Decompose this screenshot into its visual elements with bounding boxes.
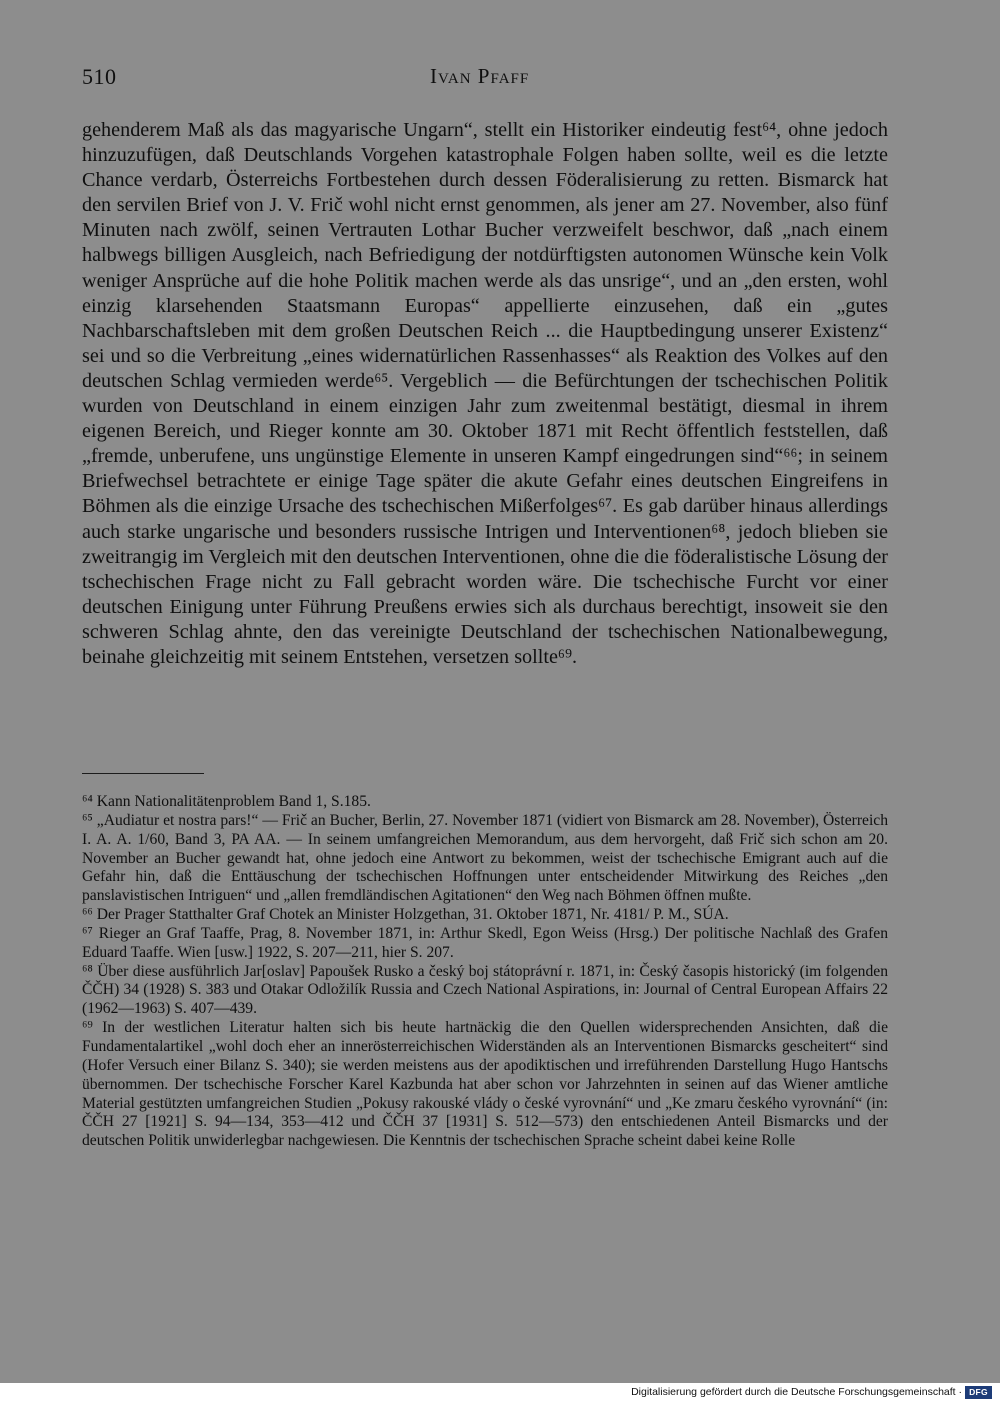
- funding-credit: Digitalisierung gefördert durch die Deutsche Forschungsgemeinschaft ·: [631, 1386, 962, 1398]
- footnote-67: ⁶⁷ Rieger an Graf Taaffe, Prag, 8. November 1871, in: Arthur Skedl, Egon Weiss (Hrsg.) Der politische Nachlaß des Grafen Eduard Taaffe. Wien [usw.] 1922, S. 207—211, hier S. 207.: [82, 924, 888, 961]
- footnotes-section: [82, 793, 888, 1151]
- footnote-64: ⁶⁴ Kann Nationalitätenproblem Band 1, S.185.: [82, 793, 371, 810]
- footnote-69: ⁶⁹ In der westlichen Literatur halten sich bis heute hartnäckig die den Quellen widersprechenden Ansichten, daß die Fundamentalartikel „wohl doch eher an innerösterreichischen Widerständen als an Interventionen Bismarcks gescheitert“ sind (Hofer Versuch einer Bilanz S. 340); sie werden meistens aus der apodiktischen und irreführenden Darstellung Hugo Hantschs übernommen. Der tschechische Forscher Karel Kazbunda hat aber schon vor Jahrzehnten in seinen auf das Wiener amtliche Material gestützten umfangreichen Studien „Pokusy rakouské vlády o české vyrovnání“ und „Ke zmaru českého vyrovnání“ (in: ČČH 27 [1921] S. 94—134, 353—412 und ČČH 37 [1931] S. 512—573) den entschiedenen Anteil Bismarcks und der deutschen Politik unwiderlegbar nachgewiesen. Die Kenntnis der tschechischen Sprache scheint dabei keine Rolle: [82, 1019, 888, 1150]
- digitization-footer: [0, 1383, 1000, 1403]
- footnote-66: ⁶⁶ Der Prager Statthalter Graf Chotek an Minister Holzgethan, 31. Oktober 1871, Nr. 4181/ P. M., SÚA.: [82, 906, 729, 924]
- page-number: 510: [82, 64, 117, 89]
- dfg-logo-icon: DFG: [965, 1386, 992, 1399]
- footnote-68: ⁶⁸ Über diese ausführlich Jar[oslav] Papoušek Rusko a český boj státoprávní r. 1871, in: Český časopis historický (im folgenden ČČH) 34 (1928) S. 383 und Otakar Odložilík Russia and Czech National Aspirations, in: Journal of Central European Affairs 22 (1962—1963) S. 407—439.: [82, 962, 888, 1018]
- footnote-65: ⁶⁵ „Audiatur et nostra pars!“ — Frič an Bucher, Berlin, 27. November 1871 (vidiert von Bismarck am 28. November), Österreich I. A. A. 1/60, Band 3, PA AA. — In seinem umfangreichen Memorandum, aus dem hervorgeht, daß Frič sich schon am 20. November an Bucher gewandt hat, ohne jedoch eine Antwort zu bekommen, weist der tschechische Emigrant auch auf die Gefahr hin, daß die Enttäuschung der tschechischen Hoffnungen unter entscheidender Mitwirkung des Reiches „den panslavistischen Intriguen“ und „allen fremdländischen Agitationen“ den Weg nach Böhmen öffnen mußte.: [82, 811, 888, 905]
- running-head: Ivan Pfaff: [430, 64, 530, 88]
- footnote-divider: [82, 773, 204, 774]
- body-paragraph: gehenderem Maß als das magyarische Ungarn“, stellt ein Historiker eindeutig fest⁶⁴, ohne jedoch hinzuzufügen, daß Deutschlands Vorgehen katastrophale Folgen haben sollte, weil es die letzte Chance verdarb, Österreichs Fortbestehen durch dessen Föderalisierung zu retten. Bismarck hat den servilen Brief von J. V. Frič wohl nicht ernst genommen, als jener am 27. November, also fünf Minuten nach zwölf, seinen Vertrauten Lothar Bucher verzweifelt beschwor, daß „nach einem halbwegs billigen Ausgleich, nach Befriedigung der notdürftigsten autonomen Wünsche kein Volk weniger Ansprüche auf die hohe Politik machen werde als das unsrige“, und an „den ersten, wohl einzig klarsehenden Staatsmann Europas“ appellierte einzusehen, daß ein „gutes Nachbarschaftsleben mit dem großen Deutschen Reich ... die Hauptbedingung unserer Existenz“ sei und so die Verbreitung „eines widernatürlichen Rassenhasses“ als Reaktion des Volkes auf den deutschen Schlag vermieden werde⁶⁵. Vergeblich — die Befürchtungen der tschechischen Politik wurden von Deutschland in einem einzigen Jahr zum zweitenmal bestätigt, diesmal in ihrem eigenen Bereich, und Rieger konnte am 30. Oktober 1871 mit Recht öffentlich feststellen, daß „fremde, unberufene, uns ungünstige Elemente in unseren Kampf eingedrungen sind“⁶⁶; in seinem Briefwechsel betrachtete er einige Tage später die akute Gefahr eines deutschen Eingreifens in Böhmen als die einzige Ursache des tschechischen Mißerfolges⁶⁷. Es gab darüber hinaus allerdings auch starke ungarische und besonders russische Intrigen und Interventionen⁶⁸, jedoch blieben sie zweitrangig im Vergleich mit den deutschen Interventionen, ohne die die föderalistische Lösung der tschechischen Frage nicht zu Fall gebracht worden wäre. Die tschechische Furcht vor einer deutschen Einigung unter Führung Preußens erwies sich als durchaus berechtigt, insoweit sie den schweren Schlag ahnte, den das vereinigte Deutschland der tschechischen Nationalbewegung, beinahe gleichzeitig mit seinem Entstehen, versetzen sollte⁶⁹.: [82, 119, 888, 668]
